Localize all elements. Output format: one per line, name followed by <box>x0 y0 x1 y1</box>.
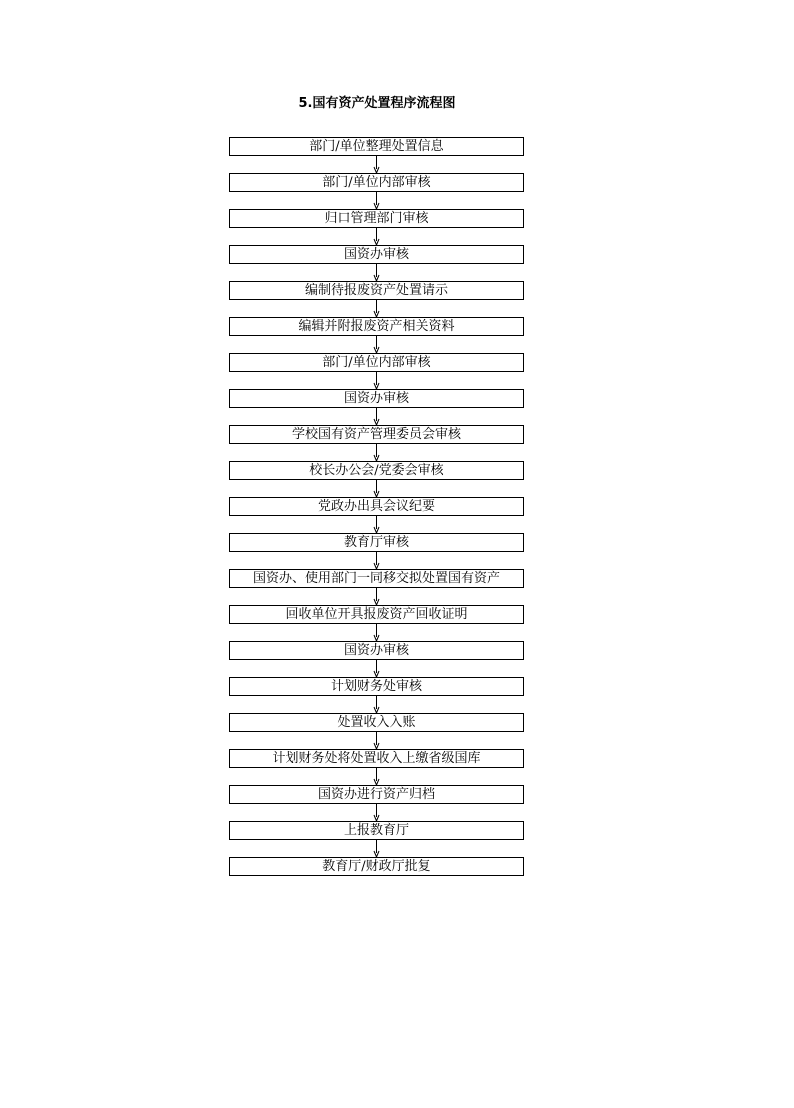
flow-step-box: 计划财务处审核 <box>229 677 524 696</box>
flow-arrow <box>229 588 524 605</box>
flow-arrow <box>229 732 524 749</box>
flow-arrow <box>229 696 524 713</box>
flow-arrow <box>229 264 524 281</box>
flow-arrow <box>229 480 524 497</box>
flow-step-box: 编辑并附报废资产相关资料 <box>229 317 524 336</box>
flow-step-box: 部门/单位内部审核 <box>229 173 524 192</box>
flow-arrow <box>229 300 524 317</box>
page-title: 5.国有资产处置程序流程图 <box>298 96 456 111</box>
flow-step-box: 部门/单位内部审核 <box>229 353 524 372</box>
flow-step-box: 国资办进行资产归档 <box>229 785 524 804</box>
flow-arrow <box>229 660 524 677</box>
flow-arrow <box>229 624 524 641</box>
flow-step-box: 归口管理部门审核 <box>229 209 524 228</box>
flow-step-box: 国资办、使用部门一同移交拟处置国有资产 <box>229 569 524 588</box>
flowchart <box>229 137 524 876</box>
flow-arrow <box>229 336 524 353</box>
flow-step-box: 国资办审核 <box>229 641 524 660</box>
flow-arrow <box>229 516 524 533</box>
flow-step-box: 党政办出具会议纪要 <box>229 497 524 516</box>
flow-arrow <box>229 408 524 425</box>
flow-step-box: 处置收入入账 <box>229 713 524 732</box>
flow-step-box: 教育厅审核 <box>229 533 524 552</box>
flow-step-box: 计划财务处将处置收入上缴省级国库 <box>229 749 524 768</box>
flow-arrow <box>229 372 524 389</box>
flow-arrow <box>229 228 524 245</box>
flow-arrow <box>229 768 524 785</box>
flow-step-box: 部门/单位整理处置信息 <box>229 137 524 156</box>
flow-step-box: 校长办公会/党委会审核 <box>229 461 524 480</box>
flow-arrow <box>229 552 524 569</box>
flow-step-box: 上报教育厅 <box>229 821 524 840</box>
flow-step-box: 国资办审核 <box>229 389 524 408</box>
flow-step-box: 教育厅/财政厅批复 <box>229 857 524 876</box>
flow-step-box: 学校国有资产管理委员会审核 <box>229 425 524 444</box>
flow-arrow <box>229 156 524 173</box>
flow-arrow <box>229 804 524 821</box>
flow-arrow <box>229 192 524 209</box>
flow-step-box: 回收单位开具报废资产回收证明 <box>229 605 524 624</box>
flow-arrow <box>229 444 524 461</box>
flow-step-box: 编制待报废资产处置请示 <box>229 281 524 300</box>
flow-step-box: 国资办审核 <box>229 245 524 264</box>
flow-arrow <box>229 840 524 857</box>
